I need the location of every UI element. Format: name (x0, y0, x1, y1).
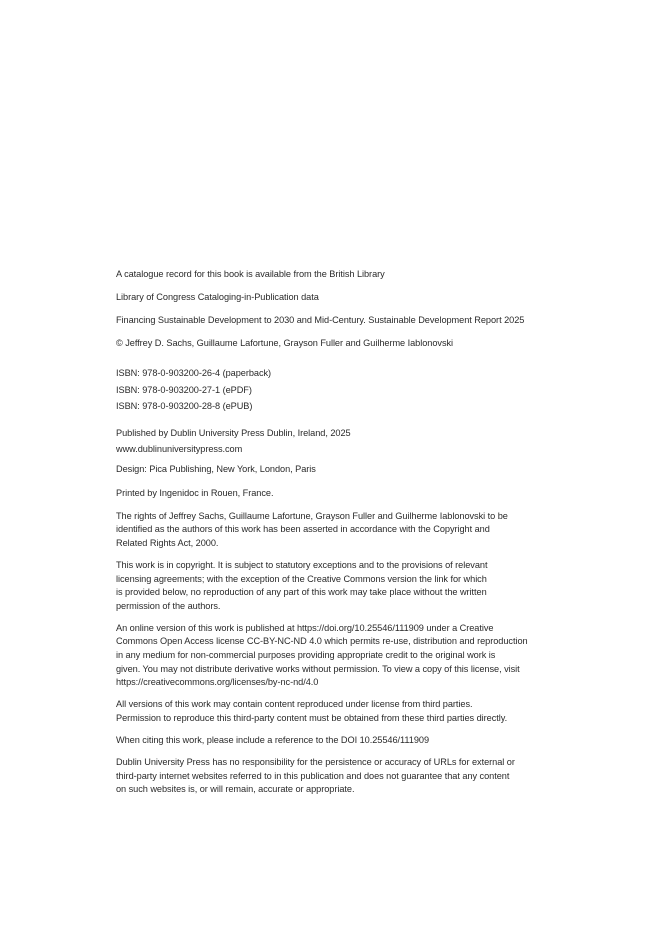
moral-rights-paragraph: The rights of Jeffrey Sachs, Guillaume Lafortune, Grayson Fuller and Guilherme Iablonovski to be identified as the authors of this work has been asserted in accordance with the Copyright and Related Rights Act, 2000. (116, 510, 508, 548)
printer-credit: Printed by Ingenidoc in Rouen, France. (116, 487, 274, 498)
online-version-paragraph: An online version of this work is published at https://doi.org/10.25546/111909 under a Creative Commons Open Access license CC-BY-NC-ND 4.0 which permits re-use, distribution and reproduction in any medium for non-commercial purposes providing appropriate credit to the original work is given. You may not distribute derivative works without permission. To view a copy of this license, visit https://creativecommons.org/licenses/by-nc-nd/4.0 (116, 622, 528, 688)
citation-paragraph: When citing this work, please include a reference to the DOI 10.25546/111909 (116, 734, 430, 745)
isbn-paperback: ISBN: 978-0-903200-26-4 (paperback) (116, 367, 272, 378)
publisher-block (116, 425, 556, 457)
disclaimer-paragraph: Dublin University Press has no responsibility for the persistence or accuracy of URLs for external or third-party internet websites referred to in this publication and does not guarantee that any content on such websites is, or will remain, accurate or appropriate. (116, 757, 515, 795)
published-by-text: Published by Dublin University Press Dublin, Ireland, 2025 (116, 427, 351, 438)
isbn-epdf: ISBN: 978-0-903200-27-1 (ePDF) (116, 384, 252, 395)
isbn-epub: ISBN: 978-0-903200-28-8 (ePUB) (116, 401, 253, 412)
copyright-notice-paragraph: This work is in copyright. It is subject to statutory exceptions and to the provisions of relevant licensing agreements; with the exception of the Creative Commons version the link for which is provided below, no reproduction of any part of this work may take place without the written permission of the authors. (116, 559, 488, 611)
catalogue-record-text: A catalogue record for this book is available from the British Library (116, 269, 385, 279)
third-party-paragraph: All versions of this work may contain content reproduced under license from third parties. Permission to reproduce this third-party content must be obtained from these third parties directly. (116, 699, 508, 723)
isbn-list (116, 365, 556, 415)
book-title-line: Financing Sustainable Development to 2030 and Mid-Century. Sustainable Development Report 2025 (116, 315, 525, 326)
copyright-holders: © Jeffrey D. Sachs, Guillaume Lafortune, Grayson Fuller and Guilherme Iablonovski (116, 338, 454, 349)
imprint-block (116, 268, 556, 805)
design-credit: Design: Pica Publishing, New York, London, Paris (116, 464, 316, 475)
loc-data-text: Library of Congress Cataloging-in-Publication data (116, 292, 319, 303)
publisher-website: www.dublinuniversitypress.com (116, 443, 243, 454)
